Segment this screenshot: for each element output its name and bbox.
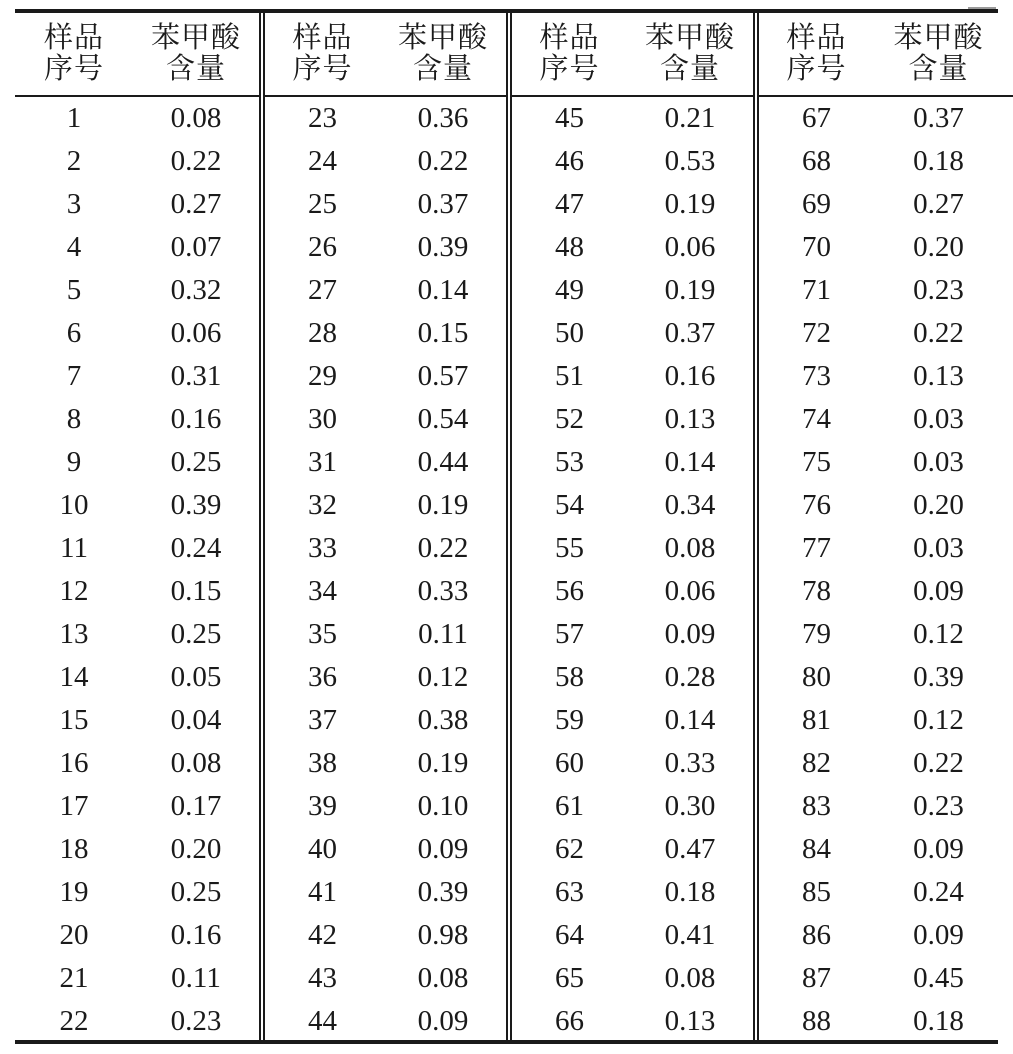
sample-no-cell: 50 <box>555 317 584 349</box>
benzoic-content-cell: 0.11 <box>380 613 509 656</box>
sample-no-cell: 87 <box>802 962 831 994</box>
benzoic-content-cell <box>874 1000 1013 1043</box>
sample-no-cell: 11 <box>60 532 88 564</box>
sample-no-cell: 29 <box>308 360 337 392</box>
sample-no-cell: 34 <box>308 575 337 607</box>
benzoic-content-cell <box>874 914 1013 957</box>
sample-no-cell: 68 <box>802 145 831 177</box>
benzoic-content-cell: 0.27 <box>133 183 262 226</box>
header-sample-no-1: 样品 序号 <box>15 13 133 96</box>
sample-no-cell: 66 <box>555 1005 584 1037</box>
sample-no-cell: 30 <box>308 403 337 435</box>
table-row <box>15 96 1013 140</box>
benzoic-content-cell: 0.13 <box>627 1000 756 1043</box>
sample-no-cell: 9 <box>66 446 82 478</box>
benzoic-content-cell <box>874 140 1013 183</box>
benzoic-content-cell <box>874 441 1013 484</box>
sample-no-cell: 7 <box>66 360 82 392</box>
sample-no-cell: 2 <box>66 145 82 177</box>
benzoic-content-cell: 0.17 <box>133 785 262 828</box>
sample-no-cell: 64 <box>555 919 584 951</box>
sample-no-cell: 28 <box>308 317 337 349</box>
sample-no-cell: 15 <box>59 704 89 736</box>
benzoic-content-cell: 0.22 <box>380 527 509 570</box>
benzoic-content-cell: 0.19 <box>380 742 509 785</box>
table-row <box>15 656 1013 699</box>
sample-no-cell: 52 <box>555 403 584 435</box>
sample-no-cell: 1 <box>66 102 82 134</box>
benzoic-content-cell: 0.19 <box>380 484 509 527</box>
benzoic-content-cell: 0.04 <box>133 699 262 742</box>
benzoic-content-cell <box>874 226 1013 269</box>
benzoic-content-cell: 0.33 <box>380 570 509 613</box>
table-body <box>15 96 1013 1043</box>
table-row <box>15 398 1013 441</box>
benzoic-content-cell: 0.34 <box>627 484 756 527</box>
benzoic-acid-data-table <box>15 13 1013 1043</box>
table-row <box>15 226 1013 269</box>
benzoic-content-cell: 0.21 <box>627 96 756 140</box>
sample-no-cell: 80 <box>802 661 831 693</box>
benzoic-content-cell <box>874 828 1013 871</box>
benzoic-content-cell: 0.19 <box>627 183 756 226</box>
benzoic-content-cell <box>874 656 1013 699</box>
sample-no-cell: 24 <box>308 145 337 177</box>
benzoic-content-value: 0.20 <box>913 231 964 263</box>
benzoic-content-cell: 0.38 <box>380 699 509 742</box>
sample-no-cell: 45 <box>555 102 584 134</box>
sample-no-cell: 8 <box>66 403 82 435</box>
benzoic-content-cell: 0.08 <box>627 527 756 570</box>
benzoic-content-cell <box>874 355 1013 398</box>
benzoic-content-cell: 0.16 <box>627 355 756 398</box>
benzoic-content-value: 0.09 <box>913 833 964 865</box>
benzoic-content-cell: 0.37 <box>627 312 756 355</box>
benzoic-content-cell: 0.25 <box>133 871 262 914</box>
benzoic-content-cell: 0.07 <box>133 226 262 269</box>
sample-no-cell: 77 <box>802 532 831 564</box>
sample-no-cell: 21 <box>59 962 89 994</box>
benzoic-content-cell: 0.25 <box>133 613 262 656</box>
sample-no-cell: 63 <box>555 876 584 908</box>
sample-no-cell: 27 <box>308 274 337 306</box>
benzoic-content-cell: 0.36 <box>380 96 509 140</box>
header-benzoic-content-2: 苯甲酸 含量 <box>380 13 509 96</box>
sample-no-cell: 36 <box>308 661 337 693</box>
sample-no-cell: 70 <box>802 231 831 263</box>
benzoic-content-cell: 0.12 <box>380 656 509 699</box>
benzoic-content-cell <box>874 570 1013 613</box>
benzoic-content-cell: 0.39 <box>133 484 262 527</box>
benzoic-content-value: 0.09 <box>913 575 964 607</box>
sample-no-cell: 38 <box>308 747 337 779</box>
benzoic-content-cell: 0.24 <box>133 527 262 570</box>
benzoic-content-value: 0.12 <box>913 618 964 650</box>
benzoic-content-cell: 0.14 <box>380 269 509 312</box>
benzoic-content-cell: 0.09 <box>380 828 509 871</box>
sample-no-cell: 4 <box>66 231 82 263</box>
benzoic-content-value: 0.37 <box>913 102 964 134</box>
benzoic-content-cell <box>874 785 1013 828</box>
benzoic-content-cell: 0.18 <box>627 871 756 914</box>
sample-no-cell: 43 <box>308 962 337 994</box>
benzoic-content-cell: 0.57 <box>380 355 509 398</box>
table-row <box>15 527 1013 570</box>
benzoic-content-cell: 0.39 <box>380 226 509 269</box>
benzoic-content-cell <box>874 269 1013 312</box>
benzoic-content-cell <box>874 527 1013 570</box>
sample-no-cell: 35 <box>308 618 337 650</box>
sample-no-cell: 65 <box>555 962 584 994</box>
benzoic-content-cell: 0.09 <box>627 613 756 656</box>
sample-no-cell: 14 <box>59 661 89 693</box>
sample-no-cell: 37 <box>308 704 337 736</box>
benzoic-content-cell: 0.19 <box>627 269 756 312</box>
benzoic-content-cell: 0.06 <box>627 226 756 269</box>
table-row <box>15 484 1013 527</box>
benzoic-acid-table-sheet <box>15 0 998 1054</box>
benzoic-content-cell <box>874 96 1013 140</box>
sample-no-cell: 60 <box>555 747 584 779</box>
sample-no-cell: 18 <box>59 833 89 865</box>
benzoic-content-cell <box>874 398 1013 441</box>
benzoic-content-cell: 0.06 <box>133 312 262 355</box>
sample-no-cell: 79 <box>802 618 831 650</box>
table-row <box>15 140 1013 183</box>
benzoic-content-cell: 0.41 <box>627 914 756 957</box>
benzoic-content-value: 0.27 <box>913 188 964 220</box>
sample-no-cell: 31 <box>308 446 337 478</box>
sample-no-cell: 53 <box>555 446 584 478</box>
benzoic-content-value: 0.03 <box>913 446 964 478</box>
benzoic-content-cell: 0.28 <box>627 656 756 699</box>
sample-no-cell: 78 <box>802 575 831 607</box>
benzoic-content-cell: 0.14 <box>627 441 756 484</box>
benzoic-content-cell: 0.09 <box>380 1000 509 1043</box>
sample-no-cell: 33 <box>308 532 337 564</box>
benzoic-content-value: 0.12 <box>913 704 964 736</box>
benzoic-content-value: 0.22 <box>913 317 964 349</box>
benzoic-content-cell: 0.31 <box>133 355 262 398</box>
sample-no-cell: 23 <box>308 102 337 134</box>
benzoic-content-value: 0.45 <box>913 962 964 994</box>
benzoic-content-cell <box>874 742 1013 785</box>
benzoic-content-cell: 0.53 <box>627 140 756 183</box>
header-benzoic-content-4: 苯甲酸 含量 <box>874 13 1013 96</box>
benzoic-content-value: 0.18 <box>913 1005 964 1037</box>
benzoic-content-cell: 0.47 <box>627 828 756 871</box>
benzoic-content-cell: 0.32 <box>133 269 262 312</box>
benzoic-content-cell <box>874 699 1013 742</box>
table-row <box>15 785 1013 828</box>
benzoic-content-cell <box>874 871 1013 914</box>
benzoic-content-cell: 0.13 <box>627 398 756 441</box>
benzoic-content-cell: 0.25 <box>133 441 262 484</box>
benzoic-content-cell: 0.30 <box>627 785 756 828</box>
table-bottom-rule <box>15 1040 998 1044</box>
sample-no-cell: 40 <box>308 833 337 865</box>
sample-no-cell: 20 <box>59 919 89 951</box>
table-row <box>15 742 1013 785</box>
sample-no-cell: 59 <box>555 704 584 736</box>
table-row <box>15 312 1013 355</box>
header-sample-no-3: 样品 序号 <box>509 13 627 96</box>
sample-no-cell: 85 <box>802 876 831 908</box>
header-benzoic-content-3: 苯甲酸 含量 <box>627 13 756 96</box>
sample-no-cell: 74 <box>802 403 831 435</box>
benzoic-content-cell: 0.16 <box>133 914 262 957</box>
benzoic-content-value: 0.23 <box>913 274 964 306</box>
sample-no-cell: 71 <box>802 274 831 306</box>
sample-no-cell: 72 <box>802 317 831 349</box>
table-row <box>15 828 1013 871</box>
table-row <box>15 1000 1013 1043</box>
sample-no-cell: 39 <box>308 790 337 822</box>
benzoic-content-cell: 0.23 <box>133 1000 262 1043</box>
benzoic-content-cell: 0.44 <box>380 441 509 484</box>
benzoic-content-cell: 0.14 <box>627 699 756 742</box>
benzoic-content-cell: 0.54 <box>380 398 509 441</box>
table-row <box>15 957 1013 1000</box>
header-sample-no-2: 样品 序号 <box>262 13 380 96</box>
benzoic-content-cell: 0.08 <box>380 957 509 1000</box>
table-row <box>15 871 1013 914</box>
sample-no-cell: 57 <box>555 618 584 650</box>
benzoic-content-value: 0.03 <box>913 532 964 564</box>
table-row <box>15 355 1013 398</box>
sample-no-cell: 76 <box>802 489 831 521</box>
sample-no-cell: 58 <box>555 661 584 693</box>
sample-no-cell: 84 <box>802 833 831 865</box>
sample-no-cell: 3 <box>66 188 82 220</box>
sample-no-cell: 10 <box>59 489 89 521</box>
benzoic-content-cell <box>874 613 1013 656</box>
table-row <box>15 613 1013 656</box>
continued-mark <box>968 0 996 9</box>
sample-no-cell: 47 <box>555 188 584 220</box>
benzoic-content-value: 0.09 <box>913 919 964 951</box>
benzoic-content-cell: 0.06 <box>627 570 756 613</box>
sample-no-cell: 19 <box>59 876 89 908</box>
table-header <box>15 13 1013 96</box>
sample-no-cell: 51 <box>555 360 584 392</box>
benzoic-content-value: 0.39 <box>913 661 964 693</box>
sample-no-cell: 26 <box>308 231 337 263</box>
benzoic-content-value: 0.18 <box>913 145 964 177</box>
benzoic-content-cell <box>874 183 1013 226</box>
benzoic-content-cell: 0.98 <box>380 914 509 957</box>
benzoic-content-cell: 0.11 <box>133 957 262 1000</box>
benzoic-content-cell: 0.37 <box>380 183 509 226</box>
benzoic-content-value: 0.23 <box>913 790 964 822</box>
sample-no-cell: 12 <box>59 575 89 607</box>
benzoic-content-cell: 0.22 <box>380 140 509 183</box>
sample-no-cell: 83 <box>802 790 831 822</box>
sample-no-cell: 49 <box>555 274 584 306</box>
sample-no-cell: 16 <box>59 747 89 779</box>
table-row <box>15 183 1013 226</box>
benzoic-content-value: 0.13 <box>913 360 964 392</box>
sample-no-cell: 25 <box>308 188 337 220</box>
sample-no-cell: 55 <box>555 532 584 564</box>
table-row <box>15 269 1013 312</box>
benzoic-content-cell <box>874 484 1013 527</box>
header-sample-no-4: 样品 序号 <box>756 13 874 96</box>
sample-no-cell: 17 <box>59 790 89 822</box>
header-benzoic-content-1: 苯甲酸 含量 <box>133 13 262 96</box>
sample-no-cell: 13 <box>59 618 89 650</box>
sample-no-cell: 22 <box>59 1005 89 1037</box>
benzoic-content-cell <box>874 957 1013 1000</box>
sample-no-cell: 48 <box>555 231 584 263</box>
benzoic-content-cell: 0.08 <box>133 96 262 140</box>
sample-no-cell: 42 <box>308 919 337 951</box>
sample-no-cell: 32 <box>308 489 337 521</box>
table-row <box>15 570 1013 613</box>
benzoic-content-value: 0.24 <box>913 876 964 908</box>
sample-no-cell: 41 <box>308 876 337 908</box>
sample-no-cell: 69 <box>802 188 831 220</box>
benzoic-content-value: 0.22 <box>913 747 964 779</box>
sample-no-cell: 61 <box>555 790 584 822</box>
sample-no-cell: 67 <box>802 102 831 134</box>
sample-no-cell: 86 <box>802 919 831 951</box>
sample-no-cell: 44 <box>308 1005 337 1037</box>
benzoic-content-cell: 0.39 <box>380 871 509 914</box>
benzoic-content-cell: 0.10 <box>380 785 509 828</box>
sample-no-cell: 82 <box>802 747 831 779</box>
benzoic-content-cell: 0.05 <box>133 656 262 699</box>
benzoic-content-cell <box>874 312 1013 355</box>
sample-no-cell: 5 <box>66 274 82 306</box>
sample-no-cell: 54 <box>555 489 584 521</box>
benzoic-content-cell: 0.22 <box>133 140 262 183</box>
benzoic-content-cell: 0.15 <box>380 312 509 355</box>
header-row <box>15 13 1013 96</box>
sample-no-cell: 81 <box>802 704 831 736</box>
benzoic-content-cell: 0.08 <box>133 742 262 785</box>
benzoic-content-cell: 0.15 <box>133 570 262 613</box>
table-row <box>15 914 1013 957</box>
benzoic-content-value: 0.03 <box>913 403 964 435</box>
sample-no-cell: 88 <box>802 1005 831 1037</box>
benzoic-content-cell: 0.33 <box>627 742 756 785</box>
sample-no-cell: 46 <box>555 145 584 177</box>
sample-no-cell: 56 <box>555 575 584 607</box>
sample-no-cell: 75 <box>802 446 831 478</box>
benzoic-content-value: 0.20 <box>913 489 964 521</box>
benzoic-content-cell: 0.08 <box>627 957 756 1000</box>
table-row <box>15 699 1013 742</box>
benzoic-content-cell: 0.20 <box>133 828 262 871</box>
table-row <box>15 441 1013 484</box>
sample-no-cell: 6 <box>66 317 82 349</box>
benzoic-content-cell: 0.16 <box>133 398 262 441</box>
sample-no-cell: 62 <box>555 833 584 865</box>
sample-no-cell: 73 <box>802 360 831 392</box>
